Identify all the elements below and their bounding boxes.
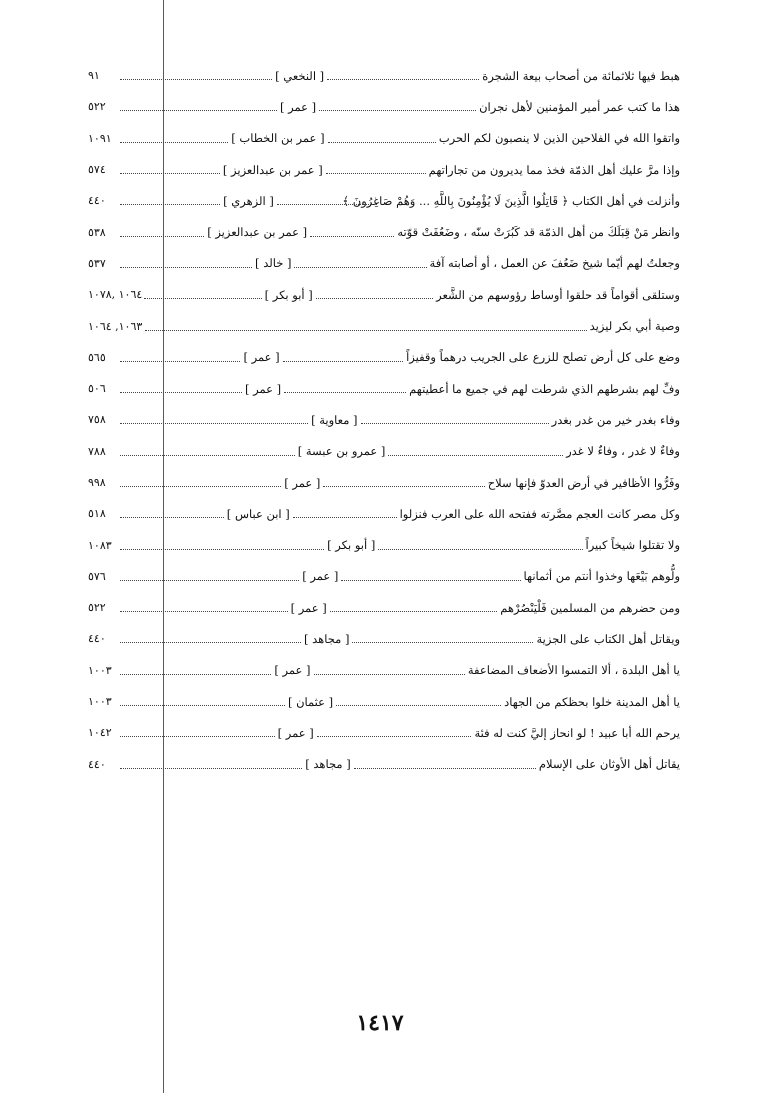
entry-text: هبط فيها ثلاثمائة من أصحاب بيعة الشجرة — [482, 68, 680, 83]
entry-source: [ ابن عباس ] — [226, 506, 290, 521]
index-entry — [88, 404, 680, 435]
dot-leader — [120, 110, 277, 111]
entry-page-refs: ٥٢٢ — [87, 100, 106, 114]
entry-page-refs: ٩١ — [88, 69, 100, 83]
entry-text: ومن حضرهم من المسلمين فَلْيَنْصُرْهم — [500, 600, 680, 615]
entry-text: يقاتل أهل الأوثان على الإسلام — [538, 757, 680, 772]
entry-text: ولا تقتلوا شيخاً كبيراً — [585, 538, 680, 553]
dot-leader — [120, 361, 240, 362]
entry-page-refs: ١٠٩١ — [88, 131, 112, 145]
entry-text: وفاءٌ لا غدر ، وفاءٌ لا غدر — [566, 444, 680, 459]
dot-leader — [361, 423, 549, 424]
dot-leader — [326, 173, 426, 174]
entry-text: هذا ما كتب عمر أمير المؤمنين لأهل نجران — [479, 99, 680, 114]
index-entry — [88, 216, 680, 247]
dot-leader — [120, 705, 285, 706]
entry-text: وفِّ لهم بشرطهم الذي شرطت لهم في جميع ما أعطيتهم — [409, 381, 680, 396]
entry-page-refs: ١٠٨٣ — [88, 538, 112, 552]
dot-leader — [310, 236, 394, 237]
index-entry — [88, 623, 680, 654]
index-entry — [88, 717, 680, 748]
index-entry — [88, 154, 680, 185]
dot-leader — [294, 267, 426, 268]
entry-source: [ عمر ] — [245, 381, 282, 396]
entry-page-refs: ٤٤٠ — [88, 757, 106, 771]
entry-text: يا أهل المدينة خلوا بحظكم من الجهاد — [504, 694, 680, 709]
dot-leader — [316, 298, 433, 299]
index-entry — [88, 310, 680, 341]
dot-leader — [120, 517, 224, 518]
entry-text: ولُّوهم بَيْعَها وخذوا أنتم من أثمانها — [523, 569, 680, 584]
entry-page-refs: ٥٧٤ — [88, 163, 106, 177]
entry-page-refs: ٧٨٨ — [88, 444, 106, 458]
entry-page-refs: ٤٤٠ — [88, 194, 106, 208]
entry-source: [ عمر ] — [279, 99, 317, 114]
entry-page-refs: ٥٣٧ — [88, 256, 106, 270]
dot-leader — [120, 642, 301, 643]
entry-source: [ النخعي ] — [275, 68, 325, 83]
entry-text: يا أهل البلدة ، ألا التمسوا الأضعاف المضاعفة — [467, 663, 680, 678]
entry-page-refs: ٥٦٥ — [88, 350, 106, 364]
entry-page-refs: ١٠٤٢ — [88, 726, 112, 740]
entry-source: [ عمر ] — [274, 663, 311, 678]
dot-leader — [314, 674, 465, 675]
entry-source: [ عمر ] — [243, 350, 280, 365]
dot-leader — [284, 392, 406, 393]
dot-leader — [327, 79, 479, 80]
dot-leader — [120, 736, 275, 737]
entry-source: [ أبو بكر ] — [327, 538, 376, 553]
entry-text: وضع على كل أرض تصلح للزرع على الجريب درهماً وقفيزاً — [406, 350, 680, 365]
dot-leader — [120, 236, 204, 237]
dot-leader — [378, 549, 582, 550]
dot-leader — [120, 392, 242, 393]
index-entry — [88, 185, 680, 216]
dot-leader — [144, 298, 261, 299]
entry-source: [ عمرو بن عبسة ] — [297, 444, 386, 459]
entry-page-refs: ٥٣٨ — [87, 225, 106, 239]
entry-source: [ عمر ] — [290, 600, 327, 615]
entry-text: وانظر مَنْ قِبَلَكَ من أهل الذمّة قد كَبُرَتْ سنّه ، وضَعُفَتْ قوّته — [397, 225, 680, 240]
index-entry — [88, 60, 680, 91]
dot-leader — [330, 611, 498, 612]
entry-page-refs: ٥٧٦ — [88, 569, 106, 583]
dot-leader — [319, 110, 476, 111]
entry-source: [ أبو بكر ] — [264, 287, 313, 302]
entry-source: [ مجاهد ] — [305, 757, 351, 772]
entry-page-refs: ٥١٨ — [88, 507, 106, 521]
index-entry — [88, 561, 680, 592]
index-entry — [88, 529, 680, 560]
entry-page-refs: ٧٥٨ — [88, 413, 106, 427]
entry-text: وصية أبي بكر ليزيد — [589, 319, 680, 334]
index-entry — [88, 91, 680, 122]
entry-source: [ مجاهد ] — [304, 631, 350, 646]
index-entry — [88, 749, 680, 780]
entry-page-refs: ٥٠٦ — [88, 382, 106, 396]
dot-leader — [336, 705, 501, 706]
entry-text: وستلقى أقواماً قد حلقوا أوساط رؤوسهم من الشَّعر — [436, 287, 680, 302]
index-entry — [88, 592, 680, 623]
entry-source: [ عمر ] — [277, 725, 314, 740]
entry-source: [ عمر بن عبدالعزيز ] — [222, 162, 323, 177]
entry-text: وإذا مرَّ عليك أهل الذمّة فخذ مما يديرون من تجاراتهم — [428, 162, 680, 177]
index-entry — [88, 373, 680, 404]
dot-leader — [120, 142, 228, 143]
dot-leader — [120, 611, 288, 612]
entry-page-refs: ١٠٠٣ — [88, 663, 112, 677]
index-list — [88, 60, 680, 780]
index-entry — [88, 342, 680, 373]
entry-page-refs: ١٠٦٣, ١٠٦٤ — [88, 319, 143, 333]
entry-text: وفَرُّوا الأظافير في أرض العدوّ فإنها سلاح — [487, 475, 680, 490]
dot-leader — [341, 580, 520, 581]
dot-leader — [120, 674, 271, 675]
index-entry — [88, 686, 680, 717]
entry-text: واتقوا الله في الفلاحين الذين لا ينصبون لكم الحرب — [438, 131, 680, 146]
entry-text: وأنزلت في أهل الكتاب ﴿ قَاتِلُوا الَّذِينَ لَا يُؤْمِنُونَ بِاللَّهِ ... وَهُمْ صَاغِرُونَ ﴾ — [342, 193, 680, 208]
dot-leader — [283, 361, 403, 362]
index-entry — [88, 279, 680, 310]
entry-text: يرحم الله أبا عبيد ! لو انحاز إليَّ كنت له فئة — [474, 725, 680, 740]
entry-source: [ عمر بن عبدالعزيز ] — [207, 225, 308, 240]
dot-leader — [277, 204, 377, 205]
dot-leader — [120, 580, 299, 581]
entry-page-refs: ١٠٠٣ — [88, 695, 112, 709]
dot-leader — [120, 455, 295, 456]
index-entry — [88, 498, 680, 529]
entry-text: ويقاتل أهل الكتاب على الجزية — [536, 631, 680, 646]
dot-leader — [317, 736, 472, 737]
entry-text: وكل مصر كانت العجم مصَّرته ففتحه الله على العرب فنزلوا — [399, 506, 680, 521]
entry-source: [ عمر ] — [284, 475, 321, 490]
entry-text: وفاء بغدر خير من غدر بغدر — [551, 412, 680, 427]
dot-leader — [120, 267, 252, 268]
index-entry — [88, 467, 680, 498]
dot-leader — [352, 642, 533, 643]
entry-source: [ معاوية ] — [311, 412, 358, 427]
dot-leader — [120, 486, 281, 487]
dot-leader — [388, 455, 563, 456]
dot-leader — [293, 517, 397, 518]
entry-source: [ عمر ] — [302, 569, 339, 584]
dot-leader — [120, 423, 308, 424]
entry-source: [ عثمان ] — [287, 694, 334, 709]
index-entry — [88, 248, 680, 279]
page-number: ١٤١٧ — [356, 1010, 404, 1036]
entry-source: [ الزهري ] — [223, 193, 274, 208]
dot-leader — [120, 204, 220, 205]
index-entry — [88, 655, 680, 686]
dot-leader — [145, 330, 586, 331]
entry-page-refs: ٤٤٠ — [88, 632, 106, 646]
entry-page-refs: ٥٢٢ — [87, 601, 106, 615]
dot-leader — [323, 486, 484, 487]
entry-source: [ خالد ] — [255, 256, 292, 271]
dot-leader — [120, 79, 272, 80]
index-entry — [88, 123, 680, 154]
dot-leader — [354, 768, 536, 769]
dot-leader — [120, 768, 302, 769]
entry-source: [ عمر بن الخطاب ] — [231, 131, 325, 146]
dot-leader — [120, 173, 220, 174]
dot-leader — [328, 142, 436, 143]
entry-page-refs: ٩٩٨ — [87, 476, 106, 489]
entry-page-refs: ١٠٦٤ ,١٠٧٨ — [88, 288, 143, 302]
index-entry — [88, 436, 680, 467]
dot-leader — [120, 549, 324, 550]
entry-text: وجعلتُ لهم أيّما شيخ ضَعُفَ عن العمل ، أو أصابته آفة — [429, 256, 680, 271]
